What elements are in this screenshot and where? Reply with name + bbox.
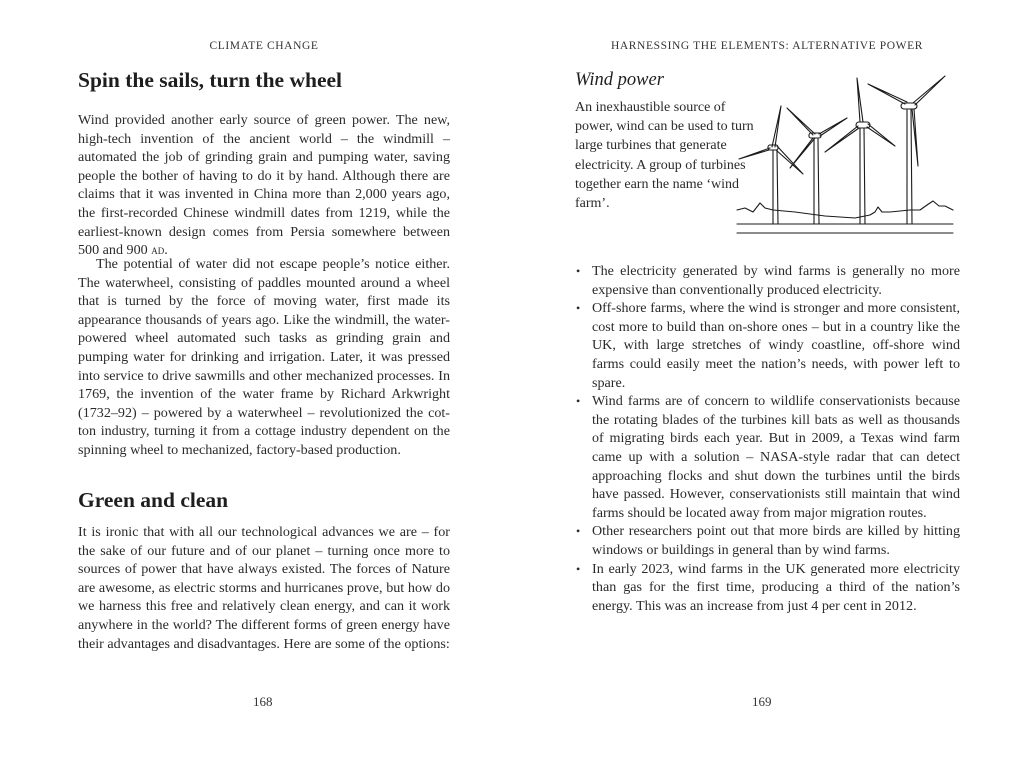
bullet-icon: •: [576, 301, 581, 316]
sidebar-intro-text: An inexhaustible source of power, wind can be used to turn large turbines that generate electricity. A group of turbines together earn the name ‘wind farm’.: [575, 100, 754, 212]
list-item-text: Off-shore farms, where the wind is stronger and more consistent, cost more to build than on-shore ones – but in a country like the UK, with large stretches of windy coastline, off-shore wind farms could easily meet the nation’s needs, with power left to spare.: [592, 300, 960, 391]
list-item: [575, 262, 960, 299]
section-heading-green-and-clean: Green and clean: [78, 488, 229, 512]
page-number-left: 168: [253, 694, 273, 709]
list-item: [575, 299, 960, 392]
list-item: [575, 392, 960, 522]
running-head-right: HARNESSING THE ELEMENTS: ALTERNATIVE POWER: [610, 40, 924, 52]
era-abbreviation: ad: [151, 243, 165, 258]
list-item-text: In early 2023, wind farms in the UK generated more electricity than gas for the first time, producing a third of the nation’s energy. This was an increase from just 4 per cent in 2012.: [592, 560, 960, 614]
bullet-icon: •: [576, 524, 581, 539]
paragraph-end: .: [164, 242, 168, 259]
bullet-icon: •: [576, 264, 581, 278]
list-item-text: The electricity generated by wind farms is generally no more expensive than conventionally produced electricity.: [592, 263, 960, 298]
running-head-left: CLIMATE CHANGE: [209, 40, 319, 52]
list-item: [575, 522, 960, 559]
sidebar-heading-wind-power: Wind power: [575, 70, 664, 90]
paragraph-green-energy-intro: It is ironic that with all our technological advances we are – for the sake of our future and of our planet – turning once more to sources of power that have always existed. The forces of Nature are awesome, as electric storms and hurricanes prove, but how do we harness this free and relatively clean energy, and can it work anywhere in the world? The different forms of green energy have their advantages and disadvantages. Here are some of the options:: [78, 524, 450, 652]
turbine-icon: [825, 78, 895, 224]
section-heading-spin-the-sails: Spin the sails, turn the wheel: [78, 68, 343, 92]
page-number-right: 169: [752, 694, 772, 709]
bullet-icon: •: [576, 394, 581, 409]
turbine-icon: [739, 106, 803, 224]
wind-turbines-illustration: [735, 66, 955, 242]
list-item-text: Other researchers point out that more birds are killed by hitting windows or buildings in general than by wind farms.: [592, 523, 960, 558]
bullet-icon: •: [576, 561, 581, 576]
paragraph-windmill-history: [78, 111, 450, 260]
list-item-text: Wind farms are of concern to wildlife conservationists because the rotating blades of the turbines kill bats as well as thousands of migrating birds each year. But in 2009, a Texas wind farm came up with a solution – NASA-style radar that can detect approaching flocks and shut down the turbines until the birds have passed. However, conservationists still maintain that wind farms should be located away from major migration routes.: [592, 393, 960, 521]
list-item: [575, 560, 960, 616]
paragraph-text: Wind provided another early source of green power. The new, high-tech invention of the ancient world – the windmill – automated the job of grinding grain and pumping water, saving people the bother of having to do it by hand. Although there are claims that it was invented in China more than 2,000 years ago, the first-recorded Chinese windmill dates from 1219, while the earliest-known design comes from Persia somewhere between 500 and 900: [78, 112, 450, 259]
wind-power-bullet-list: [575, 262, 960, 615]
paragraph-waterwheel-history: The potential of water did not escape people’s notice either. The waterwheel, consisting of paddles mounted around a wheel that is turned by the force of moving water, first made its appearance thousands of years ago. Like the windmill, the water-powered wheel automated such tasks as grinding grain and pumping water for drinking and irrigation. Later, it was pressed into service to drive sawmills and other mechanized processes. In 1769, the invention of the water frame by Richard Arkwright (1732–92) – powered by a waterwheel – revolutionized the cotton industry, turning it from a cottage industry dependent on the spinning wheel to mechanized, factory-based production.: [78, 256, 450, 458]
ground-lines: [737, 201, 953, 233]
